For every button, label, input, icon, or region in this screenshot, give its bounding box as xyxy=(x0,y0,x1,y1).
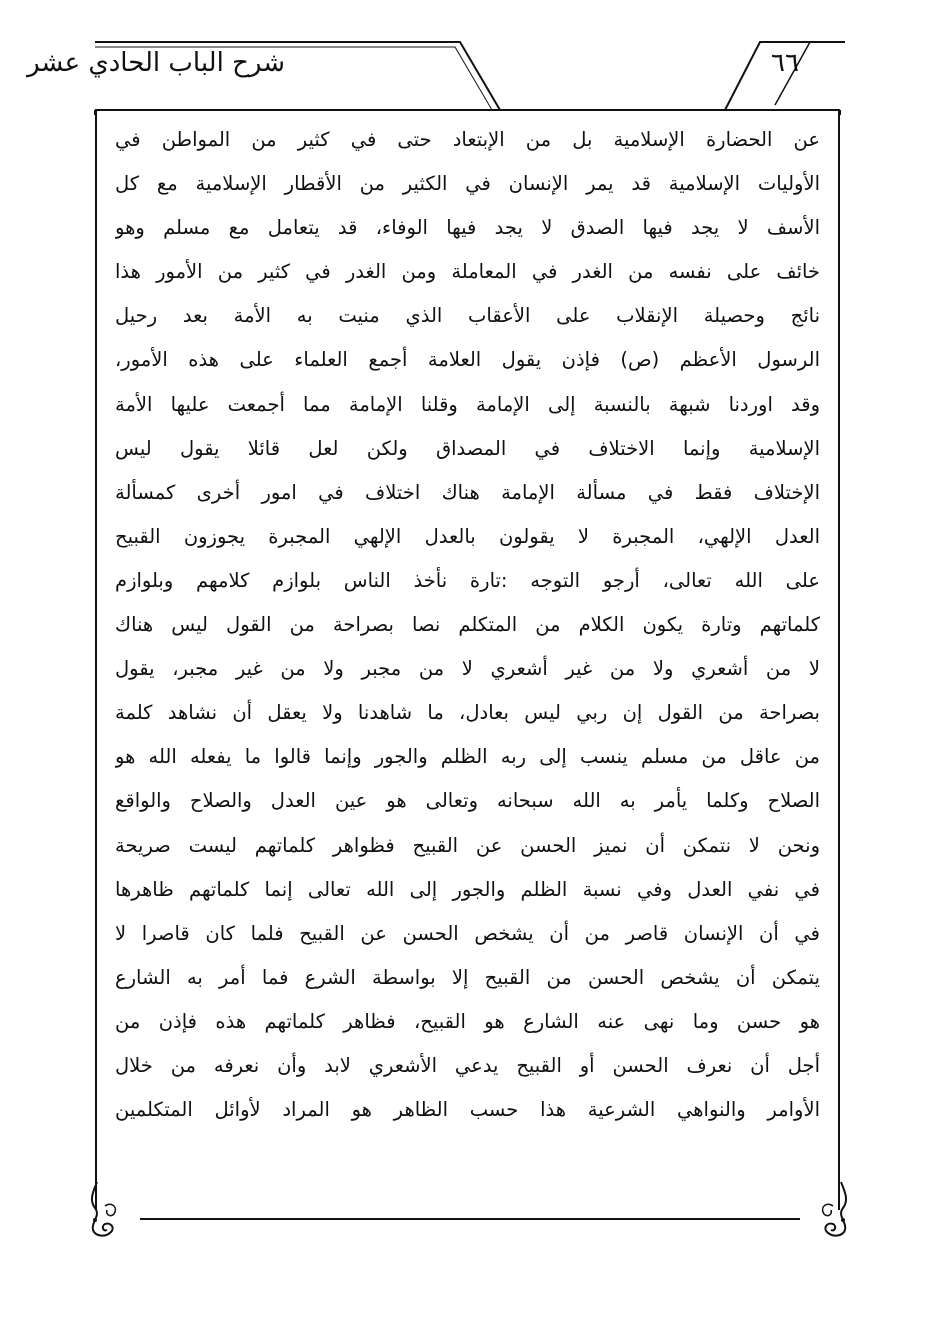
text-line-12: كلماتهم وتارة يكون الكلام من المتكلم نصا بصراحة من القول ليس هناك xyxy=(115,613,820,637)
text-line-4: خائف على نفسه من الغدر في المعاملة ومن الغدر في كثير من الأمور هذا xyxy=(115,260,820,284)
text-line-5: نائج وحصيلة الإنقلاب على الأعقاب الذي منيت به الأمة بعد رحيل xyxy=(115,304,820,328)
body-text xyxy=(115,118,820,1132)
text-line-7: وقد اوردنا شبهة بالنسبة إلى الإمامة وقلنا الإمامة مما أجمعت عليها الأمة xyxy=(115,392,820,416)
text-line-8: الإسلامية وإنما الاختلاف في المصداق ولكن لعل قائلا يقول ليس xyxy=(115,436,820,460)
text-line-2: الأوليات الإسلامية قد يمر الإنسان في الكثير من الأقطار الإسلامية مع كل xyxy=(115,172,820,196)
running-title: شرح الباب الحادي عشر xyxy=(27,48,285,78)
text-line-13: لا من أشعري ولا من غير أشعري لا من مجبر ولا من غير مجبر، يقول xyxy=(115,657,820,681)
text-line-21: هو حسن وما نهى عنه الشارع هو القبيح، فظاهر كلماتهم هذه فإذن من xyxy=(115,1009,820,1033)
text-line-10: العدل الإلهي، المجبرة لا يقولون بالعدل الإلهي المجبرة يجوزون القبيح xyxy=(115,524,820,548)
text-line-20: يتمكن أن يشخص الحسن من القبيح إلا بواسطة الشرع فما أمر به الشارع xyxy=(115,965,820,989)
text-line-17: ونحن لا نتمكن أن نميز الحسن عن القبيح فظواهر كلماتهم ليست صريحة xyxy=(115,833,820,857)
corner-ornament-left-icon xyxy=(85,1180,145,1240)
text-line-16: الصلاح وكلما يأمر به الله سبحانه وتعالى هو عين العدل والصلاح والواقع xyxy=(115,789,820,813)
text-line-9: الإختلاف فقط في مسألة الإمامة هناك اختلاف في امور أخرى كمسألة xyxy=(115,480,820,504)
text-line-11: على الله تعالى، أرجو التوجه :تارة نأخذ الناس بلوازم كلامهم وبلوازم xyxy=(115,568,820,592)
text-line-18: في نفي العدل وفي نسبة الظلم والجور إلى الله تعالى إنما كلماتهم ظاهرها xyxy=(115,877,820,901)
bottom-rule xyxy=(140,1218,800,1220)
page-number: ٦٦ xyxy=(771,48,799,78)
text-line-3: الأسف لا يجد فيها الصدق لا يجد فيها الوفاء، قد يتعامل مع مسلم وهو xyxy=(115,216,820,240)
corner-ornament-right-icon xyxy=(795,1180,855,1240)
text-line-22: أجل أن نعرف الحسن أو القبيح يدعي الأشعري لابد وأن نعرفه من خلال xyxy=(115,1053,820,1077)
text-line-15: من عاقل من مسلم ينسب إلى ربه الظلم والجور وإنما قالوا ما يفعله الله هو xyxy=(115,745,820,769)
text-line-1: عن الحضارة الإسلامية بل من الإبتعاد حتى في كثير من المواطن في xyxy=(115,128,820,151)
text-line-23: الأوامر والنواهي الشرعية هذا حسب الظاهر هو المراد لأوائل المتكلمين xyxy=(115,1098,820,1122)
text-line-19: في أن الإنسان قاصر من أن يشخص الحسن عن القبيح فلما كان قاصرا لا xyxy=(115,921,820,945)
text-line-6: الرسول الأعظم (ص) فإذن يقول العلامة أجمع العلماء على هذه الأمور، xyxy=(115,348,820,372)
text-line-14: بصراحة من القول إن ربي ليس بعادل، ما شاهدنا ولا يعقل أن نشاهد كلمة xyxy=(115,701,820,725)
